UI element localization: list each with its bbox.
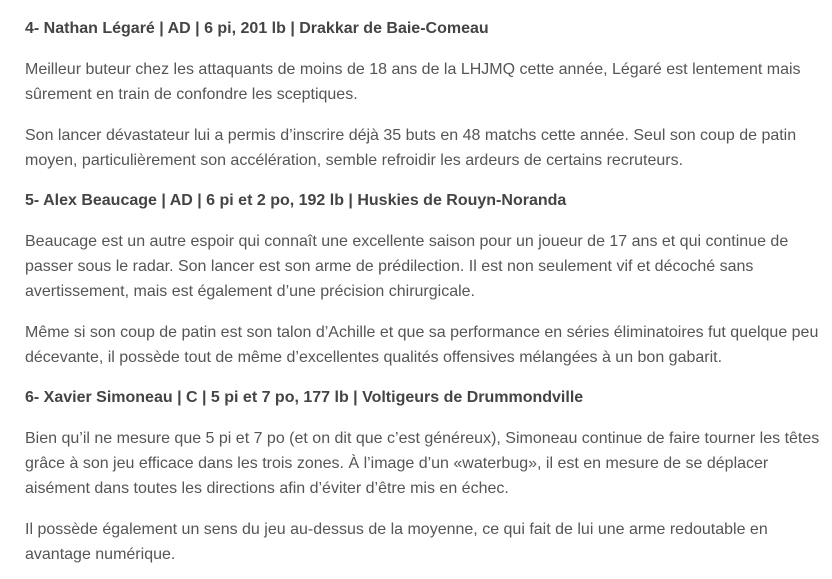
paragraph-simoneau-2: Il possède également un sens du jeu au-dessus de la moyenne, ce qui fait de lui une arme redoutable en avantage numérique. bbox=[25, 521, 768, 563]
paragraph-beaucage-1: Beaucage est un autre espoir qui connaît une excellente saison pour un joueur de 17 ans et qui continue de passer sous le radar. Son lancer est son arme de prédilection. Il est non seulement vif et décoché sans avertissement, mais est également d’une précision chirurgicale. bbox=[25, 233, 789, 300]
player-heading-beaucage: 5- Alex Beaucage | AD | 6 pi et 2 po, 192 lb | Huskies de Rouyn-Noranda bbox=[25, 192, 567, 209]
paragraph-beaucage-2: Même si son coup de patin est son talon d’Achille et que sa performance en séries éliminatoires fut quelque peu décevante, il possède tout de même d’excellentes qualités offensives mélangées à un bon gabarit. bbox=[25, 324, 819, 366]
paragraph-legare-1: Meilleur buteur chez les attaquants de moins de 18 ans de la LHJMQ cette année, Légaré est lentement mais sûrement en train de confondre les sceptiques. bbox=[25, 61, 801, 103]
player-heading-legare: 4- Nathan Légaré | AD | 6 pi, 201 lb | Drakkar de Baie-Comeau bbox=[25, 20, 489, 37]
paragraph-legare-2: Son lancer dévastateur lui a permis d’inscrire déjà 35 buts en 48 matchs cette année. Seul son coup de patin moyen, particulièrement son accélération, semble refroidir les ardeurs de certains recruteurs. bbox=[25, 127, 797, 169]
paragraph-simoneau-1: Bien qu’il ne mesure que 5 pi et 7 po (et on dit que c’est généreux), Simoneau continue de faire tourner les têtes grâce à son jeu efficace dans les trois zones. À l’image d’un «waterbug», il est en mesure de se déplacer aisément dans toutes les directions afin d’éviter d’être mis en échec. bbox=[25, 430, 820, 497]
player-heading-simoneau: 6- Xavier Simoneau | C | 5 pi et 7 po, 177 lb | Voltigeurs de Drummondville bbox=[25, 389, 584, 406]
